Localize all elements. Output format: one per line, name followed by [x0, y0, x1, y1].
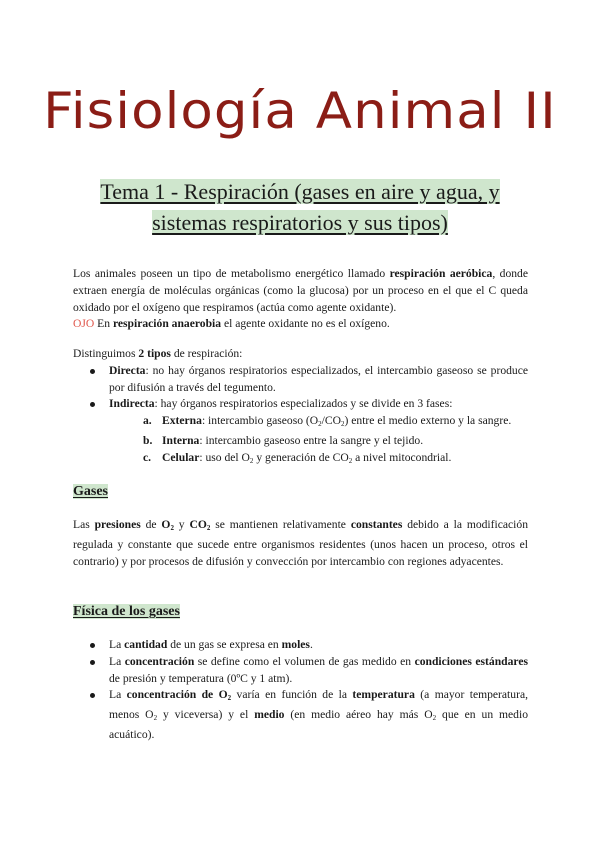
bold-term: CO — [189, 518, 207, 531]
fases-list — [109, 413, 528, 469]
bold-term: Indirecta — [109, 397, 155, 411]
bold-term: respiración anaerobia — [112, 317, 222, 331]
list-item — [73, 687, 528, 743]
bold-term: O — [161, 518, 171, 531]
subscript: 2 — [206, 524, 211, 532]
text: varía en función de la — [231, 688, 353, 702]
subscript: 2 — [170, 524, 174, 532]
text: Distinguimos — [73, 347, 139, 360]
gases-heading — [73, 484, 108, 500]
heading-text: Física de los gases — [73, 604, 180, 619]
list-item — [73, 654, 528, 688]
text: y — [173, 518, 190, 531]
subscript: 2 — [432, 714, 437, 723]
bold-term: moles — [281, 638, 310, 651]
bold-term: concentración — [124, 654, 195, 668]
ojo-note: OJO — [73, 317, 95, 331]
text: el agente oxidante no es el oxígeno. — [221, 317, 390, 331]
text: ) entre el medio externo y la sangre. — [344, 414, 512, 428]
text: La — [109, 688, 127, 702]
intro-paragraph — [73, 266, 528, 333]
bold-term: medio — [254, 708, 285, 722]
list-item — [109, 450, 528, 470]
tipos-block — [73, 346, 528, 470]
subscript: 2 — [227, 694, 232, 703]
text: : intercambio gaseoso (O — [201, 414, 319, 428]
text: Los animales poseen un tipo de metabolismo energético llamado — [73, 267, 390, 280]
bold-term: Interna — [162, 433, 200, 447]
text: y viceversa) y el — [157, 708, 255, 722]
list-item — [109, 413, 528, 433]
fisica-heading — [73, 604, 180, 620]
text: , donde extraen energía de moléculas orgánicas (como la glucosa) por un proceso en el que el C queda oxidado por el oxígeno que respiramos (actúa como agente oxidante). — [73, 267, 528, 314]
subscript: 2 — [348, 456, 353, 465]
list-letter: a. — [143, 414, 152, 428]
text: de un gas se expresa en — [167, 638, 282, 651]
list-item — [73, 637, 528, 654]
bold-term: concentración de O — [126, 688, 228, 702]
bold-term: Directa — [109, 363, 146, 377]
gases-paragraph — [73, 517, 528, 570]
bold-term: cantidad — [124, 638, 168, 651]
text: : intercambio gaseoso entre la sangre y el tejido. — [199, 433, 424, 447]
text: (a mayor temperatura, menos O — [109, 688, 528, 722]
bold-term: temperatura — [352, 688, 415, 702]
text: La — [109, 638, 125, 651]
bold-term: Celular — [162, 450, 200, 464]
text: . — [309, 638, 313, 651]
subscript: 2 — [341, 420, 345, 429]
page-title: Fisiología Animal II — [43, 82, 557, 140]
list-letter: b. — [143, 433, 153, 447]
bold-term: constantes — [350, 518, 403, 531]
text: que en un medio acuático). — [109, 708, 528, 741]
text: se define como el volumen de gas medido en — [194, 654, 415, 668]
section-heading — [60, 176, 540, 238]
text: : hay órganos respiratorios especializados y se divide en 3 fases: — [154, 397, 453, 411]
subscript: 2 — [249, 456, 254, 465]
bold-term: presiones — [94, 518, 141, 531]
bold-term: 2 tipos — [138, 347, 171, 360]
tipos-list — [73, 363, 528, 470]
bold-term: respiración aeróbica — [389, 267, 493, 280]
heading-text: Gases — [73, 484, 108, 499]
text: de presión y temperatura (0ºC y 1 atm). — [109, 671, 293, 685]
text: : uso del O — [199, 450, 250, 464]
fisica-block — [73, 637, 528, 744]
text: (en medio aéreo hay más O — [284, 708, 433, 722]
text: se mantienen relativamente — [210, 518, 351, 531]
text: debido a la modificación regulada y constante que sucede entre organismos residentes (unos hacen un proceso, otros el contrario) y por procesos de difusión y convección por intercambio con regiones adyacentes. — [73, 518, 528, 568]
text: /CO — [321, 414, 341, 428]
list-item — [109, 433, 528, 450]
text: En — [94, 317, 113, 331]
bold-term: condiciones estándares — [414, 654, 528, 668]
subscript: 2 — [318, 420, 322, 429]
text: de — [140, 518, 162, 531]
bold-term: Externa — [162, 414, 202, 428]
text: de respiración: — [170, 347, 243, 360]
text: y generación de CO — [253, 450, 349, 464]
text: La — [109, 654, 125, 668]
list-item — [73, 396, 528, 469]
text: a nivel mitocondrial. — [352, 450, 452, 464]
subscript: 2 — [153, 714, 158, 723]
list-item — [73, 363, 528, 397]
fisica-list — [73, 637, 528, 744]
text: : no hay órganos respiratorios especializados, el intercambio gaseoso se produce por difusión a través del tegumento. — [109, 363, 528, 394]
tema-line-2: sistemas respiratorios y sus tipos) — [152, 210, 448, 235]
list-letter: c. — [143, 450, 152, 464]
text: Las — [73, 518, 95, 531]
tema-line-1: Tema 1 - Respiración (gases en aire y agua, y — [100, 179, 500, 204]
